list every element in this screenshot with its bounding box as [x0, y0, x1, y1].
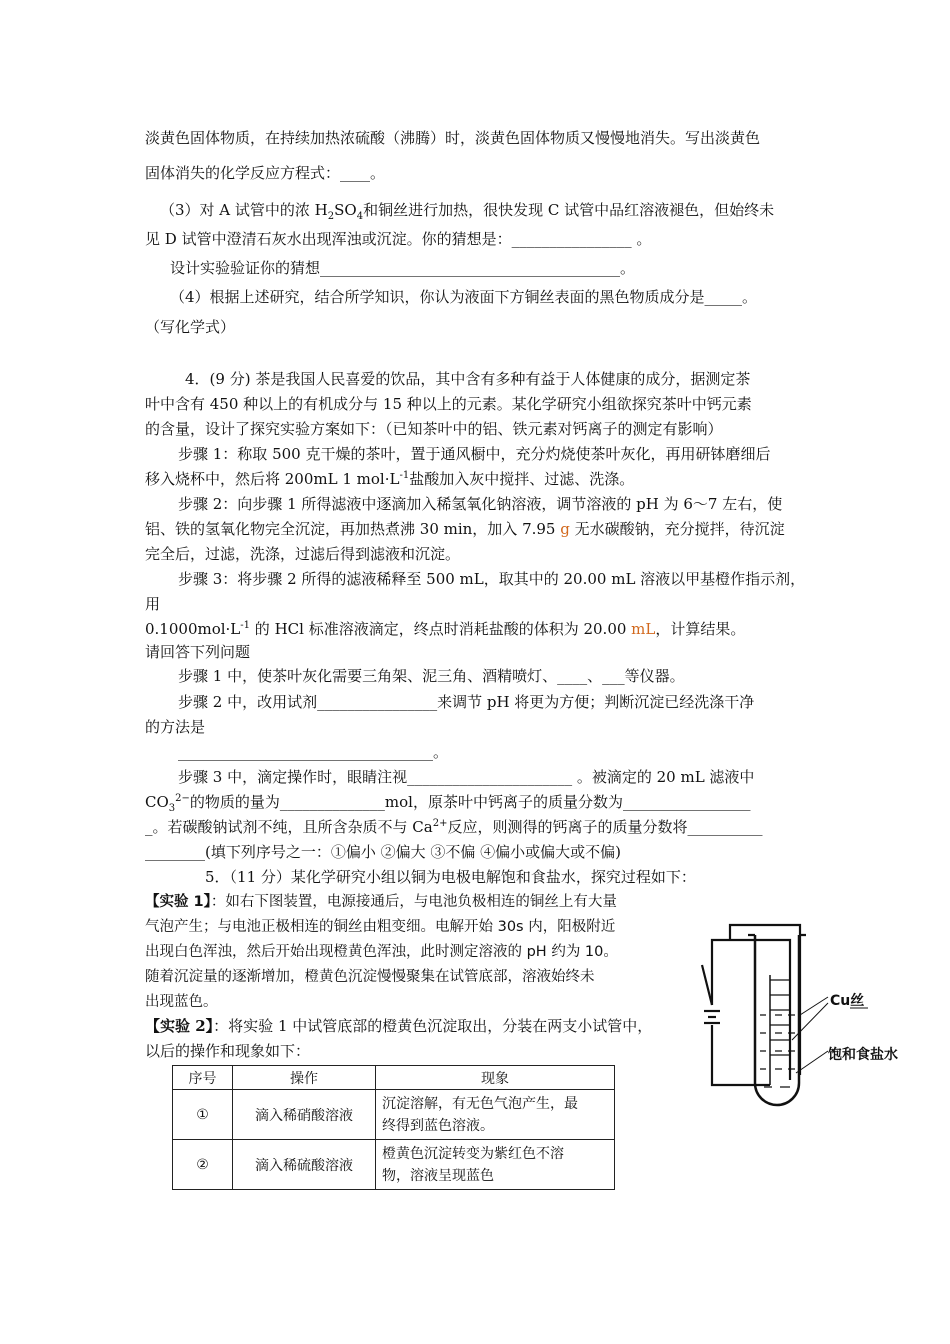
observation-table [172, 1065, 615, 1190]
experiment-1 [145, 892, 617, 912]
text-line: 出现蓝色。 [145, 994, 218, 1010]
step-3: 步骤 3：将步骤 2 所得的滤液稀释至 500 mL，取其中的 20.00 mL 溶液以甲基橙作指示剂， [178, 570, 806, 588]
text: 移入烧杯中，然后将 200mL 1 mol·L [145, 470, 400, 488]
superscript: -1 [399, 470, 410, 481]
superscript: -1 [240, 620, 251, 631]
text-line: 设计实验验证你的猜想________________________________________。 [170, 259, 636, 277]
answer-2: 步骤 2 中，改用试剂________________来调节 pH 将更为方便；判断沉淀已经洗涤干净 [178, 693, 755, 711]
text-line [145, 792, 750, 812]
exp2-label: 【实验 2】 [145, 1017, 214, 1035]
text-line [145, 817, 762, 837]
obs-line: 物，溶液呈现蓝色 [382, 1167, 494, 1184]
text-line: 请回答下列问题 [145, 643, 251, 661]
row-no: ② [173, 1140, 233, 1190]
q4-intro: 4．(9 分) 茶是我国人民喜爱的饮品，其中含有多种有益于人体健康的成分，据测定茶 [185, 370, 751, 388]
text-line: 完全后，过滤，洗涤，过滤后得到滤液和沉淀。 [145, 545, 461, 563]
text-line: 出现白色浑浊，然后开始出现橙黄色浑浊，此时测定溶液的 pH 约为 10。 [145, 944, 618, 960]
text: SO [334, 201, 357, 219]
row-observation [376, 1090, 615, 1140]
step-1: 步骤 1：称取 500 克干燥的茶叶，置于通风橱中，充分灼烧使茶叶灰化，再用研钵磨细后 [178, 445, 771, 463]
step-2: 步骤 2：向步骤 1 所得滤液中逐滴加入稀氢氧化钠溶液，调节溶液的 pH 为 6～7 左右，使 [178, 495, 783, 513]
exp1-label: 【实验 1】 [145, 894, 211, 910]
text: 的 HCl 标准溶液滴定，终点时消耗盐酸的体积为 20.00 [250, 620, 632, 638]
unit-ml: mL [631, 620, 656, 638]
header-operation: 操作 [233, 1066, 376, 1090]
row-operation: 滴入稀硝酸溶液 [233, 1090, 376, 1140]
text: 反应，则测得的钙离子的质量分数将__________ [447, 818, 763, 836]
electrolysis-apparatus-diagram [700, 905, 920, 1115]
obs-line: 沉淀溶解，有无色气泡产生，最 [382, 1095, 578, 1112]
text: 0.1000mol·L [145, 620, 241, 638]
text-line: 气泡产生；与电池正极相连的铜丝由粗变细。电解开始 30s 内，阳极附近 [145, 919, 616, 935]
header-observation: 现象 [376, 1066, 615, 1090]
obs-line: 终得到蓝色溶液。 [382, 1117, 494, 1134]
text-line: 随着沉淀量的逐渐增加，橙黄色沉淀慢慢聚集在试管底部，溶液始终未 [145, 969, 595, 985]
question-3: （3）对 A 试管中的浓 $H_2SO_4$和铜丝进行加热，很快发现 C 试管中品红溶液褪色，但始终未 [160, 201, 775, 222]
text-line: （写化学式） [145, 318, 236, 336]
text-line: 以后的操作和现象如下： [145, 1042, 311, 1060]
superscript: 2− [175, 793, 190, 804]
text: 的物质的量为______________mol，原茶叶中钙离子的质量分数为_________________ [189, 793, 751, 811]
table-row [173, 1140, 615, 1190]
unit-g: g [560, 520, 570, 538]
table-header-row [173, 1066, 615, 1090]
text-line: 的含量，设计了探究实验方案如下：（已知茶叶中的铝、铁元素对钙离子的测定有影响） [145, 420, 723, 438]
text: ：将实验 1 中试管底部的橙黄色沉淀取出，分装在两支小试管中， [213, 1017, 653, 1035]
text-line [145, 619, 745, 639]
text-line: 叶中含有 450 种以上的有机成分与 15 种以上的元素。某化学研究小组欲探究茶叶中钙元素 [145, 395, 752, 413]
q5-title: 5．（11 分）某化学研究小组以铜为电极电解饱和食盐水，探究过程如下： [205, 868, 696, 886]
text: ：如右下图装置，电源接通后，与电池负极相连的铜丝上有大量 [210, 894, 617, 910]
answer-1: 步骤 1 中，使茶叶灰化需要三角架、泥三角、酒精喷灯、____、___等仪器。 [178, 667, 685, 685]
text: _。若碳酸钠试剂不纯，且所含杂质不与 Ca [145, 818, 433, 836]
text: 铝、铁的氢氧化物完全沉淀，再加热煮沸 30 min，加入 7.95 [145, 520, 561, 538]
answer-3: 步骤 3 中，滴定操作时，眼睛注视______________________ 。被滴定的 20 mL 滤液中 [178, 768, 755, 786]
row-operation: 滴入稀硫酸溶液 [233, 1140, 376, 1190]
text: （3）对 A 试管中的浓 H [160, 201, 328, 219]
row-observation [376, 1140, 615, 1190]
subscript: 3 [168, 803, 176, 814]
text-line: 用 [145, 595, 161, 613]
text-line: 见 D 试管中澄清石灰水出现浑浊或沉淀。你的猜想是：________________ 。 [145, 230, 652, 248]
text-line: 淡黄色固体物质，在持续加热浓硫酸（沸腾）时，淡黄色固体物质又慢慢地消失。写出淡黄色 [145, 129, 761, 147]
text: 盐酸加入灰中搅拌、过滤、洗涤。 [409, 470, 635, 488]
text-line: ________(填下列序号之一：①偏小 ②偏大 ③不偏 ④偏小或偏大或不偏) [145, 843, 622, 861]
text: 无水碳酸钠，充分搅拌，待沉淀 [569, 520, 785, 538]
superscript: 2+ [432, 818, 448, 829]
text: CO [145, 793, 169, 811]
text-line [145, 469, 634, 489]
table-row [173, 1090, 615, 1140]
text: ，计算结果。 [655, 620, 746, 638]
text-line: 的方法是 [145, 718, 206, 736]
text-line [145, 519, 785, 539]
cu-wire-label: Cu丝 [830, 993, 865, 1009]
experiment-2 [145, 1016, 652, 1036]
brine-label: 饱和食盐水 [828, 1047, 898, 1063]
question-4-part: （4）根据上述研究，结合所学知识，你认为液面下方铜丝表面的黑色物质成分是_____。 [170, 288, 758, 306]
row-no: ① [173, 1090, 233, 1140]
text-line: __________________________________。 [178, 743, 449, 761]
text-line: 固体消失的化学反应方程式：____。 [145, 164, 386, 182]
text: 和铜丝进行加热，很快发现 C 试管中品红溶液褪色，但始终未 [363, 201, 775, 219]
obs-line: 橙黄色沉淀转变为紫红色不溶 [382, 1145, 564, 1162]
header-no: 序号 [173, 1066, 233, 1090]
